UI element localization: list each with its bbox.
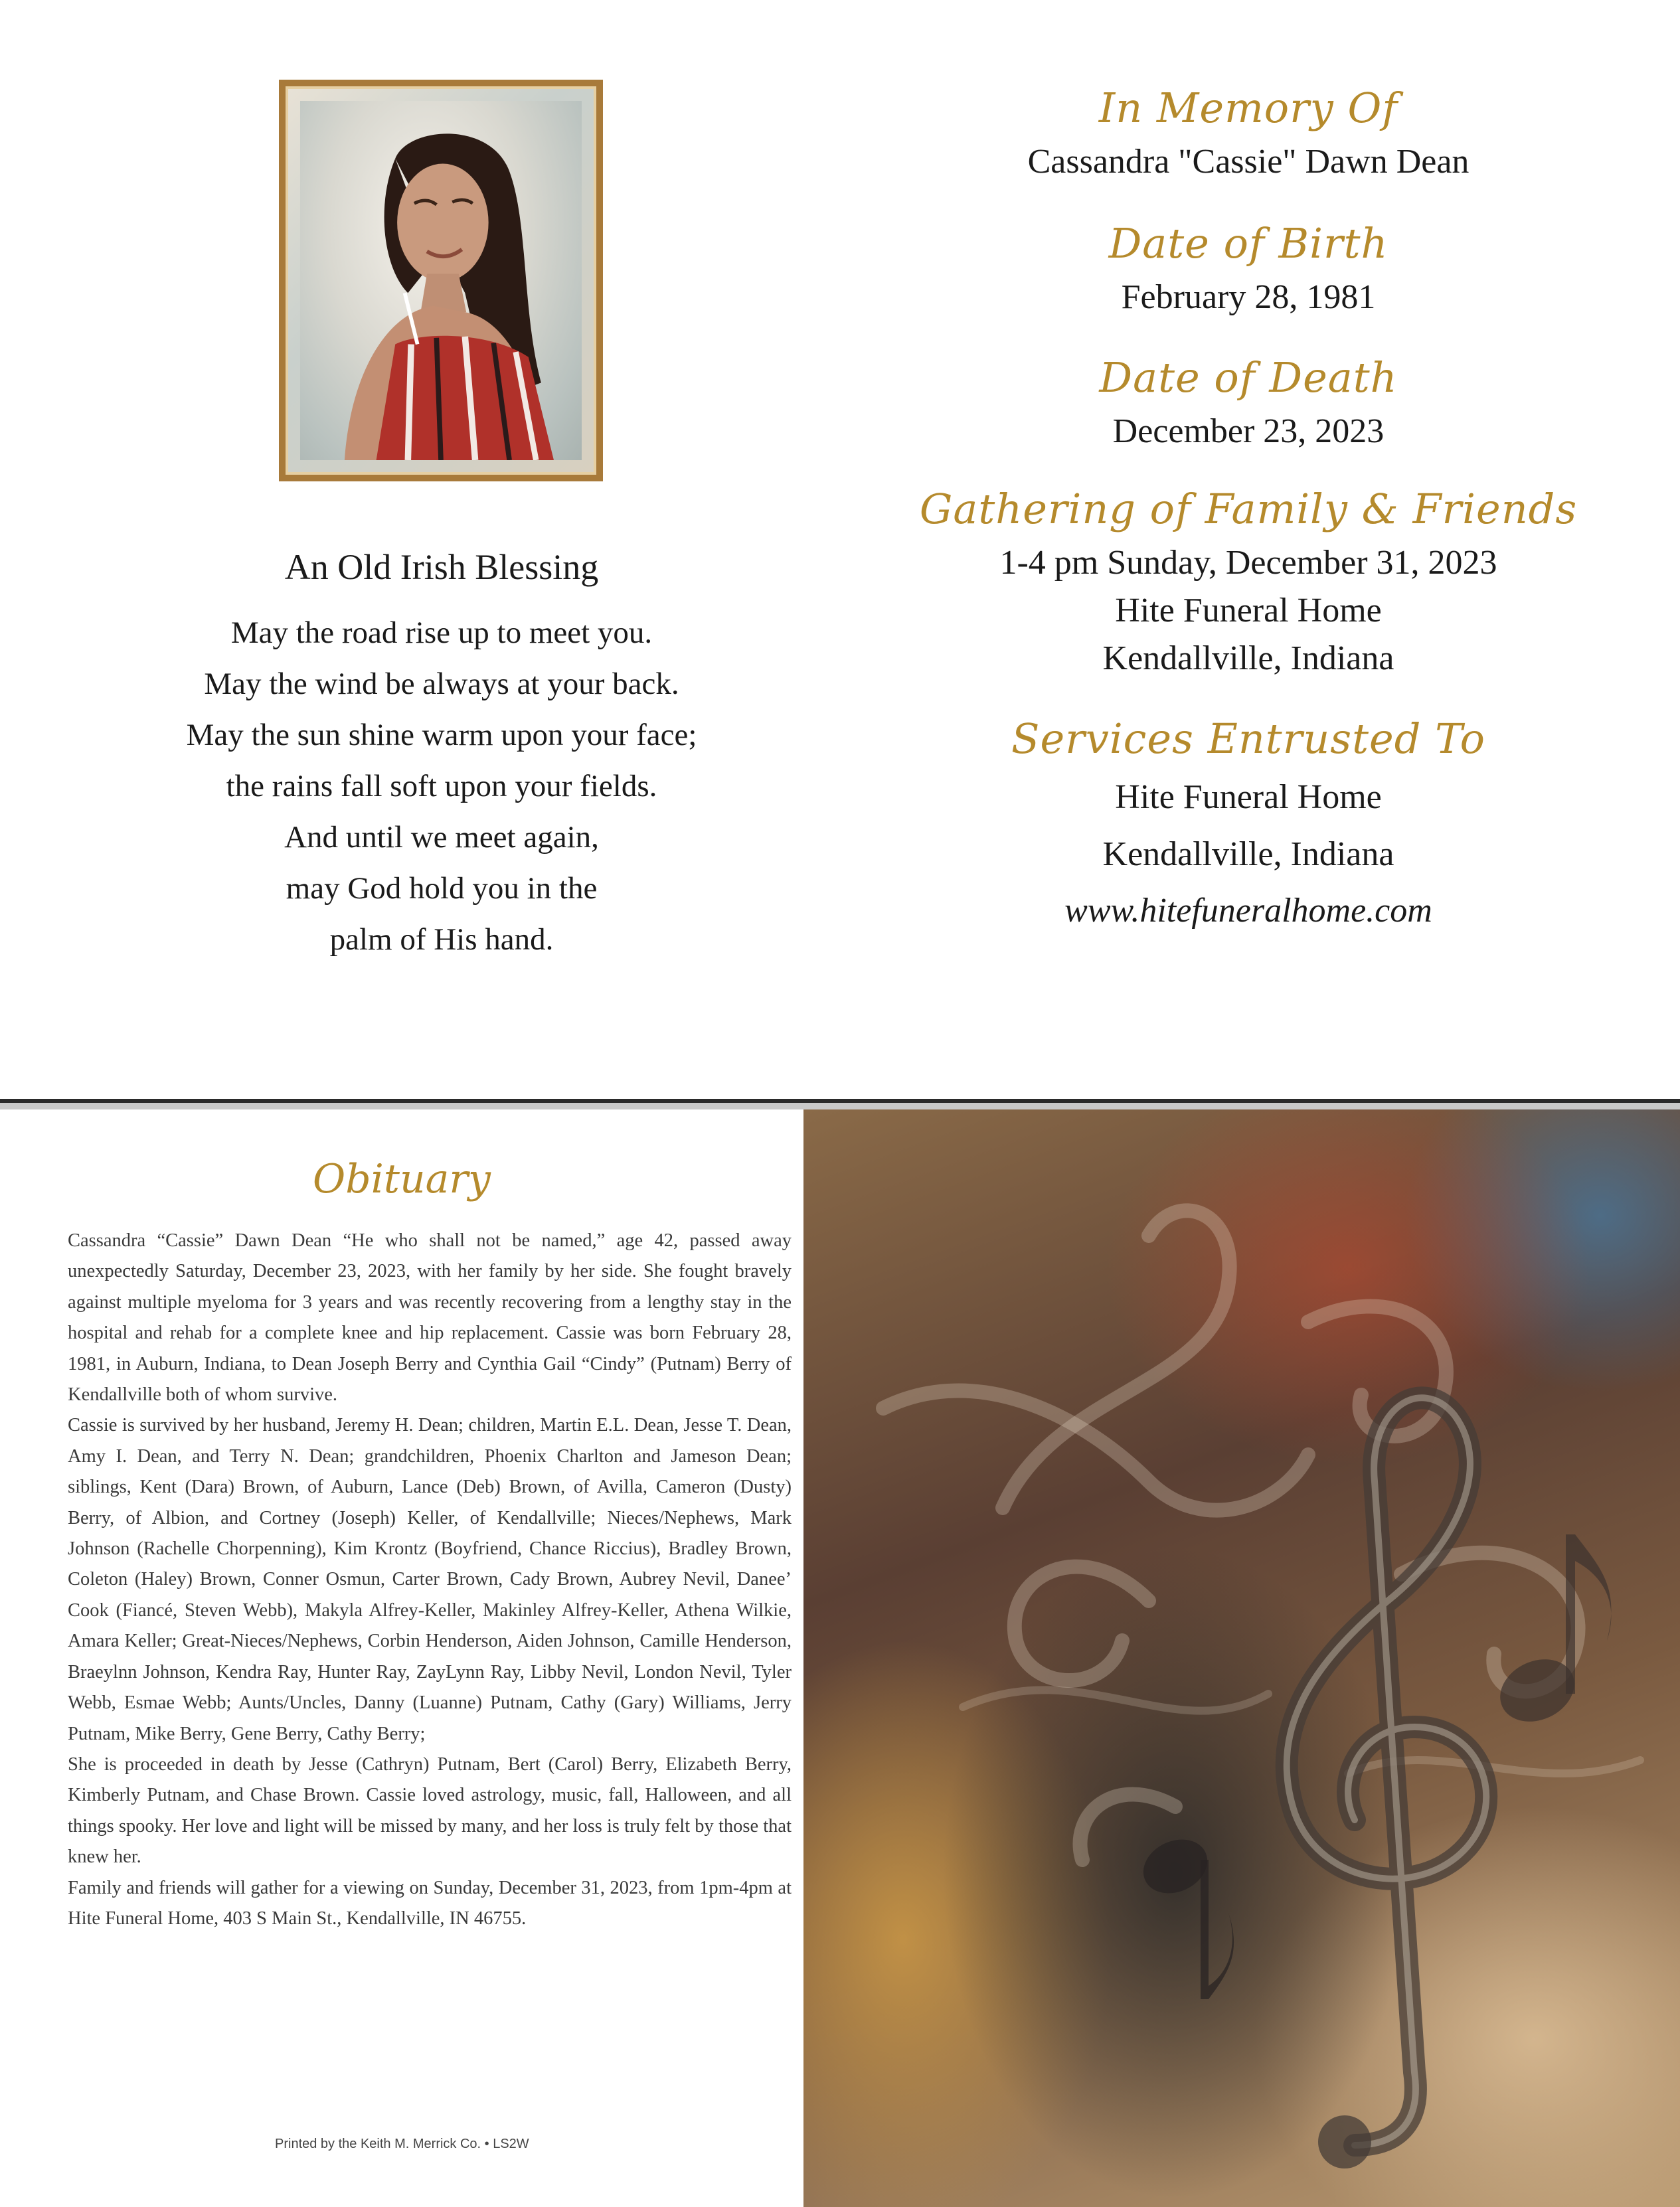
birth-date: February 28, 1981 [1121,278,1376,316]
obituary-panel [0,1109,803,2207]
obituary-paragraph: Cassandra “Cassie” Dawn Dean “He who shall not be named,” age 42, passed away unexpectedly Saturday, December 23, 2023, with her family by her side. She fought bravely against multiple myeloma for 3 years and was recently recovering from a lengthy stay in the hospital and rehab for a complete knee and hip replacement. Cassie was born February 28, 1981, in Auburn, Indiana, to Dean Joseph Berry and Cynthia Gail “Cindy” (Putnam) Berry of Kendallville both of whom survive. [68,1230,792,1406]
services-heading: Services Entrusted To [1011,714,1485,763]
blessing-line: May the road rise up to meet you. [230,615,653,650]
gathering-heading: Gathering of Family & Friends [919,485,1578,533]
blessing-line: And until we meet again, [284,820,599,855]
printer-credit: Printed by the Keith M. Merrick Co. • LS2W [275,2137,529,2151]
blessing-line: the rains fall soft upon your fields. [226,769,657,803]
blessing-line: palm of His hand. [329,922,554,957]
music-art-panel [803,1109,1680,2207]
services-place: Hite Funeral Home [1115,778,1382,816]
blessing-line: May the sun shine warm upon your face; [186,718,697,752]
birth-heading: Date of Birth [1108,219,1388,268]
portrait-photo [300,101,582,460]
blessing-line: May the wind be always at your back. [204,667,679,701]
portrait-photo-frame [279,80,603,481]
card-divider-shadow [0,1103,1680,1109]
deceased-name: Cassandra "Cassie" Dawn Dean [1027,143,1470,181]
memorial-card-top [0,0,1680,1099]
obituary-text [68,1226,792,1934]
obituary-paragraph: Cassie is survived by her husband, Jeremy H. Dean; children, Martin E.L. Dean, Jesse T. Dean, Amy I. Dean, and Terry N. Dean; grandchildren, Phoenix Charlton and Jameson Dean; siblings, Kent (Dara) Brown, of Auburn, Lance (Deb) Brown, of Avilla, Cameron (Dusty) Berry, of Albion, and Cortney (Joseph) Keller, of Kendallville; Nieces/Nephews, Mark Johnson (Rachelle Chorpenning), Kim Krontz (Boyfriend, Chance Riccius), Bradley Brown, Coleton (Haley) Brown, Conner Osmun, Carter Brown, Cady Brown, Aubrey Nevil, Danee’ Cook (Fiancé, Steven Webb), Makyla Alfrey-Keller, Makinley Alfrey-Keller, Athena Wilkie, Amara Keller; Great-Nieces/Nephews, Corbin Henderson, Aiden Johnson, Camille Henderson, Braeylnn Johnson, Kendra Ray, Hunter Ray, ZayLynn Ray, Libby Nevil, London Nevil, Tyler Webb, Esmae Webb; Aunts/Uncles, Danny (Luanne) Putnam, Cathy (Gary) Williams, Jerry Putnam, Mike Berry, Gene Berry, Cathy Berry; [68,1415,792,1744]
treble-clef-artwork [803,1109,1680,2207]
blessing-title: An Old Irish Blessing [284,547,599,587]
memorial-details [916,78,1580,939]
gathering-city: Kendallville, Indiana [1102,639,1394,677]
gathering-place: Hite Funeral Home [1115,592,1382,629]
death-heading: Date of Death [1099,353,1398,402]
irish-blessing [120,541,764,965]
gathering-time: 1-4 pm Sunday, December 31, 2023 [999,544,1497,582]
funeral-home-website: www.hitefuneralhome.com [1064,892,1432,930]
obituary-paragraph: Family and friends will gather for a viewing on Sunday, December 31, 2023, from 1pm-4pm at Hite Funeral Home, 403 S Main St., Kendallville, IN 46755. [68,1877,792,1929]
obituary-paragraph: She is proceeded in death by Jesse (Cathryn) Putnam, Bert (Carol) Berry, Elizabeth Berry, Kimberly Putnam, and Chase Brown. Cassie loved astrology, music, fall, Halloween, and all things spooky. Her love and light will be missed by many, and her loss is truly felt by those that knew her. [68,1754,792,1868]
death-date: December 23, 2023 [1112,412,1385,450]
in-memory-heading: In Memory Of [1098,84,1398,132]
services-city: Kendallville, Indiana [1102,835,1394,873]
obituary-title: Obituary [313,1156,491,1202]
blessing-line: may God hold you in the [286,871,598,906]
